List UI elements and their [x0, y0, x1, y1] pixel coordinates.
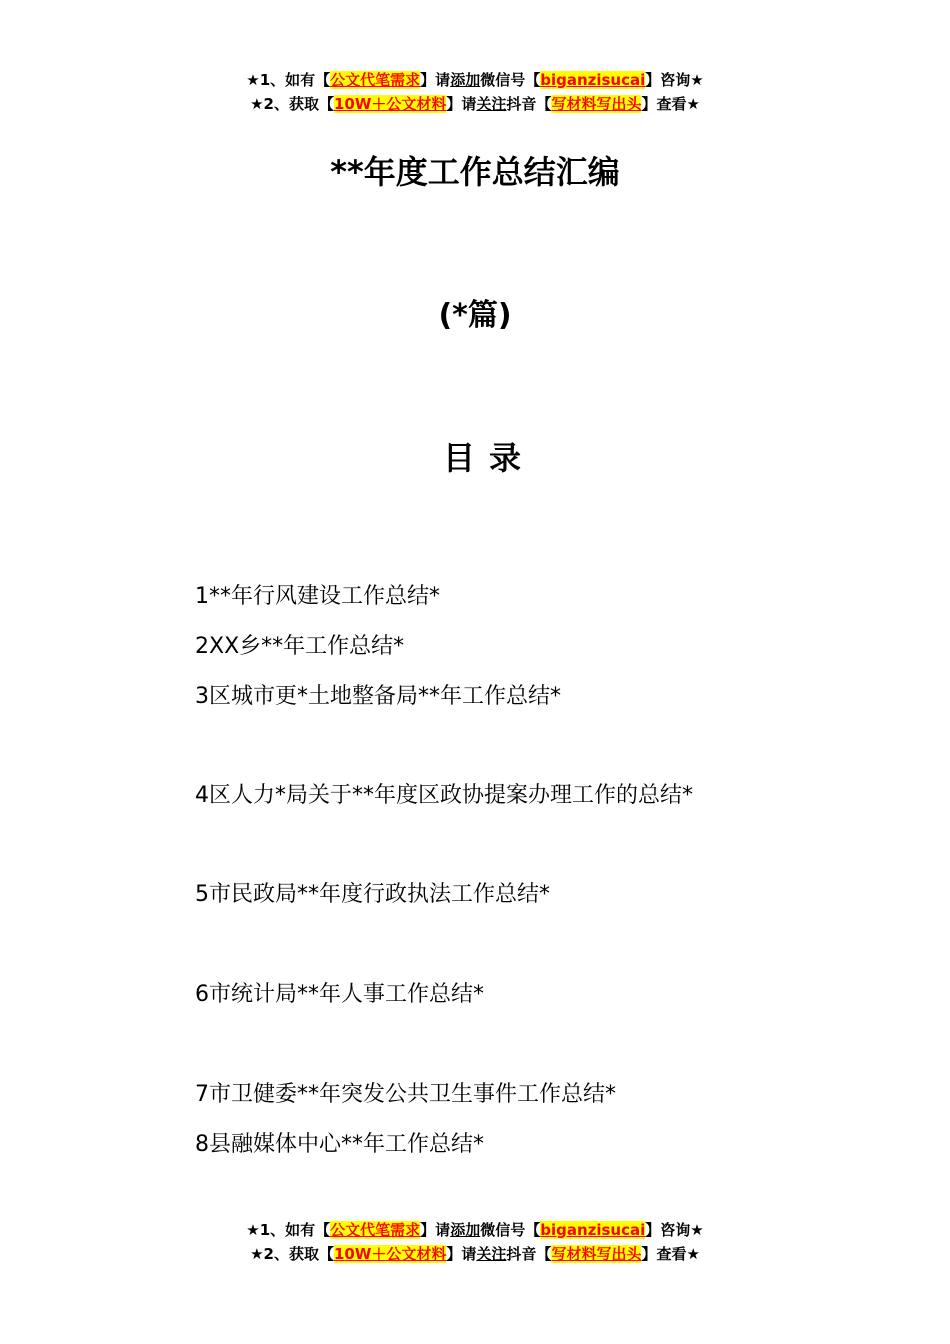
toc-item-8: 8县融媒体中心**年工作总结* [195, 1132, 484, 1157]
banner-text: 】请 [446, 95, 477, 113]
banner-line-1 [0, 68, 950, 92]
banner-text: 】查看★ [641, 1245, 700, 1263]
banner-line-2 [0, 92, 950, 116]
banner-text: ★2、获取【 [250, 95, 334, 113]
toc-item-6: 6市统计局**年人事工作总结* [195, 982, 484, 1007]
banner-text: 微信号【 [480, 71, 541, 89]
toc-item-4: 4区人力*局关于**年度区政协提案办理工作的总结* [195, 783, 693, 808]
banner-text: 】咨询★ [645, 71, 704, 89]
banner-text: 】请 [420, 71, 451, 89]
banner-highlight: biganzisucai [540, 71, 646, 89]
banner-underline: 关注 [476, 95, 507, 113]
banner-line-1 [0, 1218, 950, 1242]
banner-text: 】查看★ [641, 95, 700, 113]
banner-text: 抖音【 [506, 1245, 552, 1263]
banner-underline: 关注 [476, 1245, 507, 1263]
banner-text: ★1、如有【 [246, 71, 331, 89]
toc-item-5: 5市民政局**年度行政执法工作总结* [195, 882, 550, 907]
banner-text: 抖音【 [506, 95, 552, 113]
toc-item-3: 3区城市更*土地整备局**年工作总结* [195, 684, 561, 709]
banner-line-2 [0, 1242, 950, 1266]
top-banner [0, 68, 950, 116]
toc-item-1: 1**年行风建设工作总结* [195, 584, 440, 609]
toc-item-7: 7市卫健委**年突发公共卫生事件工作总结* [195, 1082, 616, 1107]
banner-underline: 添加 [450, 71, 481, 89]
toc-item-2: 2XX乡**年工作总结* [195, 634, 405, 659]
banner-text: ★2、获取【 [250, 1245, 334, 1263]
banner-highlight: 10W＋公文材料 [333, 1245, 447, 1263]
banner-underline: 添加 [450, 1221, 481, 1239]
banner-text: ★1、如有【 [246, 1221, 331, 1239]
toc-heading: 目录 [442, 439, 535, 477]
banner-text: 】咨询★ [645, 1221, 704, 1239]
banner-highlight: biganzisucai [540, 1221, 646, 1239]
banner-text: 】请 [420, 1221, 451, 1239]
banner-text: 微信号【 [480, 1221, 541, 1239]
banner-text: 】请 [446, 1245, 477, 1263]
banner-highlight: 写材料写出头 [551, 95, 642, 113]
banner-highlight: 公文代笔需求 [330, 1221, 421, 1239]
document-title: **年度工作总结汇编 [330, 153, 620, 191]
banner-highlight: 公文代笔需求 [330, 71, 421, 89]
banner-highlight: 写材料写出头 [551, 1245, 642, 1263]
banner-highlight: 10W＋公文材料 [333, 95, 447, 113]
bottom-banner [0, 1218, 950, 1266]
document-subtitle: (*篇) [438, 298, 512, 333]
